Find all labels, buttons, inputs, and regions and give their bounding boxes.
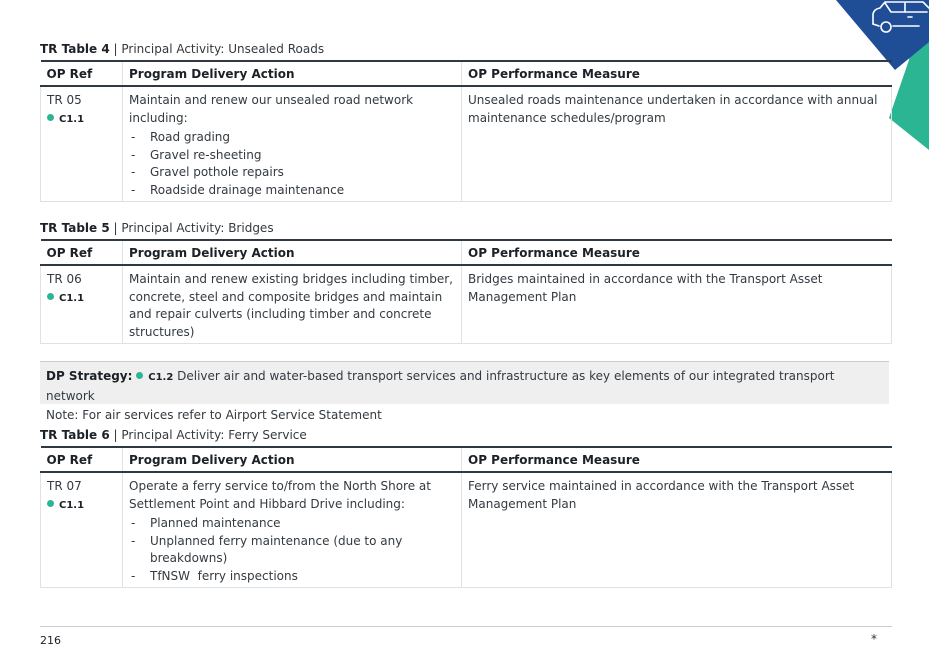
strategy-code: C1.2	[148, 372, 174, 383]
dp-strategy-text: Deliver air and water-based transport services and infrastructure as key elements of our integrated transport network	[46, 369, 835, 403]
caption-separator: |	[109, 42, 122, 56]
table-4-caption	[40, 42, 324, 56]
dp-strategy-line	[46, 367, 883, 406]
action-cell	[123, 472, 462, 588]
green-dot-icon	[47, 293, 54, 300]
table-5	[40, 239, 892, 344]
op-ref: TR 07	[47, 479, 82, 493]
caption-separator: |	[109, 221, 122, 235]
col-header-action: Program Delivery Action	[123, 240, 462, 265]
col-header-op-ref: OP Ref	[41, 240, 123, 265]
col-header-measure: OP Performance Measure	[462, 240, 892, 265]
op-ref-cell	[41, 265, 123, 344]
table-5-title: Principal Activity: Bridges	[121, 221, 274, 235]
action-intro: Maintain and renew existing bridges including timber, concrete, steel and composite bridges and maintain and repair culverts (including timber and concrete structures)	[129, 272, 453, 339]
measure-cell: Unsealed roads maintenance undertaken in accordance with annual maintenance schedules/program	[462, 86, 892, 202]
table-5-label: TR Table 5	[40, 221, 110, 235]
table-6	[40, 446, 892, 588]
strategy-code-tag	[47, 110, 116, 129]
strategy-code-tag	[47, 289, 116, 308]
action-intro: Operate a ferry service to/from the North Shore at Settlement Point and Hibbard Drive including:	[129, 479, 431, 511]
measure-cell: Ferry service maintained in accordance with the Transport Asset Management Plan	[462, 472, 892, 588]
op-ref: TR 05	[47, 93, 82, 107]
col-header-op-ref: OP Ref	[41, 447, 123, 472]
op-ref-cell	[41, 86, 123, 202]
page-number: 216	[40, 634, 61, 647]
caption-separator: |	[109, 428, 122, 442]
strategy-code: C1.1	[59, 292, 85, 304]
green-dot-icon	[47, 500, 54, 507]
col-header-action: Program Delivery Action	[123, 61, 462, 86]
strategy-code: C1.1	[59, 499, 85, 511]
op-ref-cell	[41, 472, 123, 588]
list-item: - TfNSW ferry inspections	[129, 568, 455, 586]
table-row	[41, 86, 892, 202]
list-item: - Planned maintenance	[129, 515, 455, 533]
measure-cell: Bridges maintained in accordance with the Transport Asset Management Plan	[462, 265, 892, 344]
action-cell	[123, 265, 462, 344]
list-item: - Road grading	[129, 129, 455, 147]
dp-strategy-note: Note: For air services refer to Airport Service Statement	[46, 408, 382, 422]
col-header-measure: OP Performance Measure	[462, 61, 892, 86]
table-4-label: TR Table 4	[40, 42, 110, 56]
dp-strategy-label: DP Strategy:	[46, 369, 133, 383]
footer-divider	[40, 626, 892, 627]
green-dot-icon	[47, 114, 54, 121]
table-row	[41, 265, 892, 344]
list-item: - Gravel pothole repairs	[129, 164, 455, 182]
strategy-code: C1.1	[59, 113, 85, 125]
strategy-code-tag	[47, 496, 116, 515]
dp-strategy-band	[40, 361, 889, 422]
table-4	[40, 60, 892, 202]
list-item: - Gravel re-sheeting	[129, 147, 455, 165]
table-4-title: Principal Activity: Unsealed Roads	[121, 42, 325, 56]
table-6-title: Principal Activity: Ferry Service	[121, 428, 307, 442]
action-list	[129, 515, 455, 585]
action-intro: Maintain and renew our unsealed road network including:	[129, 93, 414, 125]
action-list	[129, 129, 455, 199]
table-6-caption	[40, 428, 307, 442]
action-cell	[123, 86, 462, 202]
table-6-label: TR Table 6	[40, 428, 110, 442]
col-header-op-ref: OP Ref	[41, 61, 123, 86]
table-row	[41, 472, 892, 588]
col-header-action: Program Delivery Action	[123, 447, 462, 472]
green-dot-icon	[136, 372, 143, 379]
op-ref: TR 06	[47, 272, 82, 286]
footer-mark: *	[871, 632, 877, 646]
list-item: - Unplanned ferry maintenance (due to any breakdowns)	[129, 533, 455, 568]
table-5-caption	[40, 221, 274, 235]
col-header-measure: OP Performance Measure	[462, 447, 892, 472]
list-item: - Roadside drainage maintenance	[129, 182, 455, 200]
